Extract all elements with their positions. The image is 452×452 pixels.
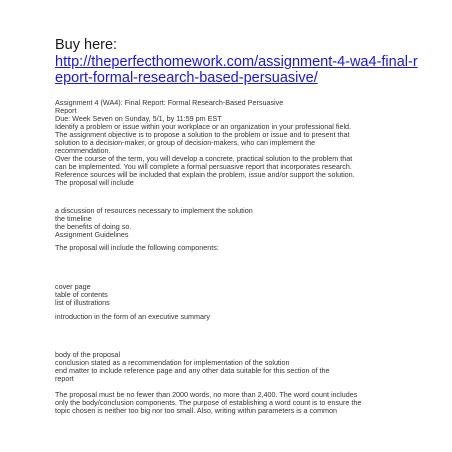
- list-item: table of contents: [55, 290, 108, 299]
- text-line: Reference sources will be included that explain the problem, issue and/or support the solution.: [55, 170, 355, 179]
- text-line: Identify a problem or issue within your workplace or an organization in your professional field.: [55, 122, 352, 131]
- text-line: solution to a decision-maker, or group of decision-makers, who can implement the: [55, 138, 316, 147]
- list-item: introduction in the form of an executive summary: [55, 312, 211, 321]
- list-item: body of the proposal: [55, 350, 121, 359]
- list-item: report: [55, 374, 74, 383]
- list-item: a discussion of resources necessary to implement the solution: [55, 206, 253, 215]
- list-item: the timeline: [55, 214, 92, 223]
- list-item: list of illustrations: [55, 298, 110, 307]
- list-item: cover page: [55, 282, 91, 291]
- text-line: recommendation.: [55, 146, 111, 155]
- assignment-title: Assignment 4 (WA4): Final Report: Formal Research-Based Persuasive: [55, 98, 284, 107]
- buy-here-heading: Buy here:: [55, 37, 118, 53]
- text-line: The proposal must be no fewer than 2000 words, no more than 2,400. The word count includes: [55, 390, 358, 399]
- text-line: topic chosen is neither too big nor too small. Also, writing within parameters is a common: [55, 406, 338, 415]
- text-line: The proposal will include: [55, 178, 134, 187]
- text-line: only the body/conclusion components. The purpose of establishing a word count is to ensure the: [55, 398, 362, 407]
- section-heading: Assignment Guidelines: [55, 230, 129, 239]
- due-date: Due: Week Seven on Sunday, 5/1, by 11:59 pm EST: [55, 114, 222, 123]
- list-item: end matter to include reference page and any other data suitable for this section of the: [55, 366, 330, 375]
- purchase-link-line-1[interactable]: http://theperfecthomework.com/assignment-4-wa4-final-r: [55, 54, 418, 70]
- text-line: The assignment objective is to propose a solution to the problem or issue and to present that: [55, 130, 350, 139]
- text-line: can be implemented. You will complete a formal persuasive report that incorporates research.: [55, 162, 352, 171]
- text-line: Over the course of the term, you will develop a concrete, practical solution to the problem that: [55, 154, 353, 163]
- purchase-link-line-2[interactable]: eport-formal-research-based-persuasive/: [55, 70, 318, 86]
- assignment-title-cont: Report: [55, 106, 77, 115]
- list-item: the benefits of doing so.: [55, 222, 132, 231]
- components-intro: The proposal will include the following components:: [55, 243, 219, 252]
- list-item: conclusion stated as a recommendation for implementation of the solution: [55, 358, 290, 367]
